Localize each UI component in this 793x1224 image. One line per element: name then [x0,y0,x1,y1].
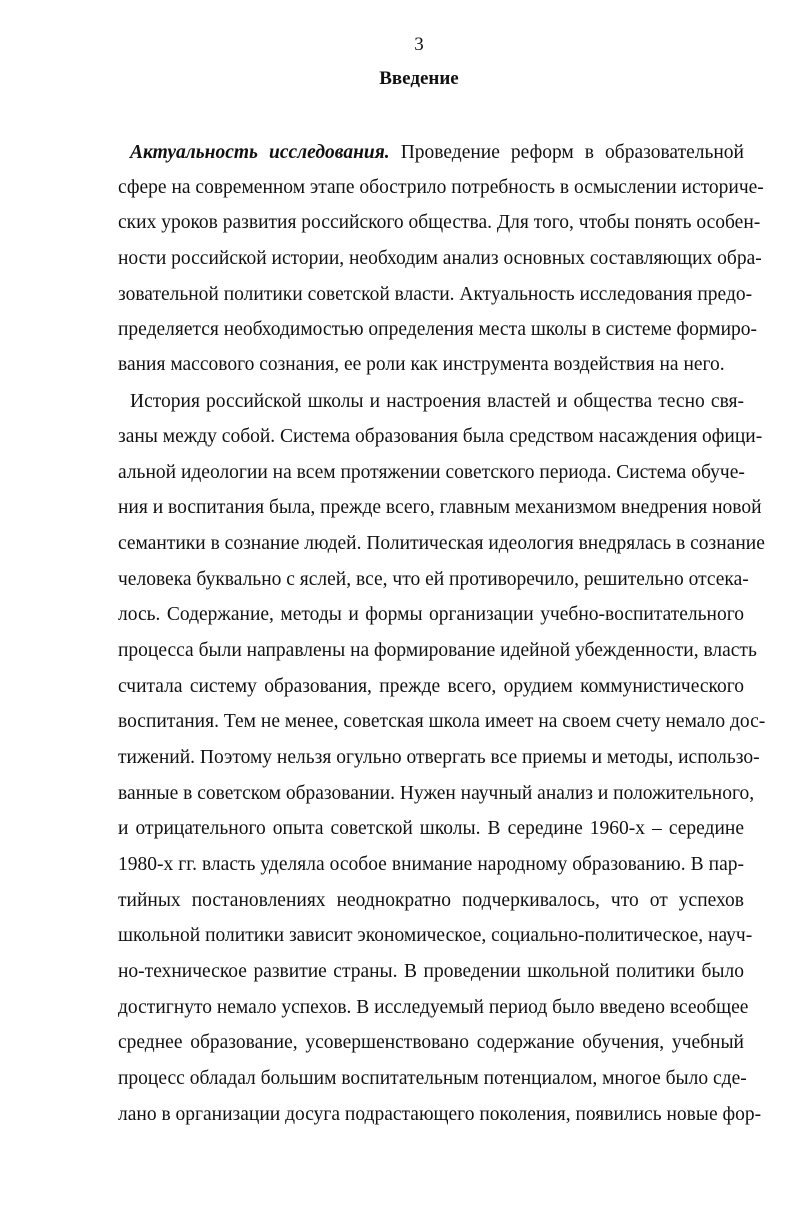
paragraph-2-line-1: История российской школы и настроения властей и общества тесно свя- [130,391,744,412]
paragraph-2-line-2: заны между собой. Система образования была средством насаждения офици- [118,426,763,447]
page-number: 3 [414,34,424,55]
paragraph-2-line-14: 1980-х гг. власть уделяла особое внимание народному образованию. В пар- [118,854,744,875]
paragraph-2-line-16: школьной политики зависит экономическое, социально-политическое, науч- [118,925,753,946]
paragraph-1-lead: Актуальность исследования. [130,142,390,163]
paragraph-2-line-19: среднее образование, усовершенствовано содержание обучения, учебный [118,1032,744,1053]
paragraph-2-line-18: достигнуто немало успехов. В исследуемый период было введено всеобщее [118,997,749,1018]
paragraph-2-line-6: человека буквально с яслей, все, что ей противоречило, решительно отсека- [118,569,749,590]
paragraph-2-line-3: альной идеологии на всем протяжении советского периода. Система обуче- [118,462,745,483]
paragraph-1-line-6: пределяется необходимостью определения места школы в системе формиро- [118,319,758,340]
paragraph-2-line-10: воспитания. Тем не менее, советская школа имеет на своем счету немало дос- [118,711,766,732]
paragraph-1-line-1-text: Проведение реформ в образовательной [389,142,744,163]
paragraph-2-line-5: семантики в сознание людей. Политическая идеология внедрялась в сознание [118,533,765,554]
paragraph-2-line-9: считала систему образования, прежде всего, орудием коммунистического [118,676,744,697]
paragraph-2-line-13: и отрицательного опыта советской школы. В середине 1960-х – середине [118,818,744,839]
paragraph-2-line-8: процесса были направлены на формирование идейной убежденности, власть [118,640,757,661]
paragraph-1-line-4: ности российской истории, необходим анализ основных составляющих обра- [118,248,762,269]
paragraph-2-line-21: лано в организации досуга подрастающего поколения, появились новые фор- [118,1104,762,1125]
paragraph-2-line-7: лось. Содержание, методы и формы организации учебно-воспитательного [118,604,744,625]
paragraph-2-line-20: процесс обладал большим воспитательным потенциалом, многое было сде- [118,1068,747,1089]
paragraph-2-line-11: тижений. Поэтому нельзя огульно отвергать все приемы и методы, использо- [118,747,760,768]
paragraph-1-line-3: ских уроков развития российского общества. Для того, чтобы понять особен- [118,212,761,233]
paragraph-2-line-12: ванные в советском образовании. Нужен научный анализ и положительного, [118,783,755,804]
paragraph-1-line-5: зовательной политики советской власти. Актуальность исследования предо- [118,284,753,305]
paragraph-2-line-17: но-техническое развитие страны. В проведении школьной политики было [118,961,744,982]
paragraph-1-line-7: вания массового сознания, ее роли как инструмента воздействия на него. [118,354,725,375]
paragraph-2-line-4: ния и воспитания была, прежде всего, главным механизмом внедрения новой [118,497,762,518]
paragraph-2-line-15: тийных постановлениях неоднократно подчеркивалось, что от успехов [118,890,744,911]
paragraph-1-line-1 [130,140,744,166]
paragraph-1-line-2: сфере на современном этапе обострило потребность в осмыслении историче- [118,177,764,198]
section-heading: Введение [379,68,459,89]
